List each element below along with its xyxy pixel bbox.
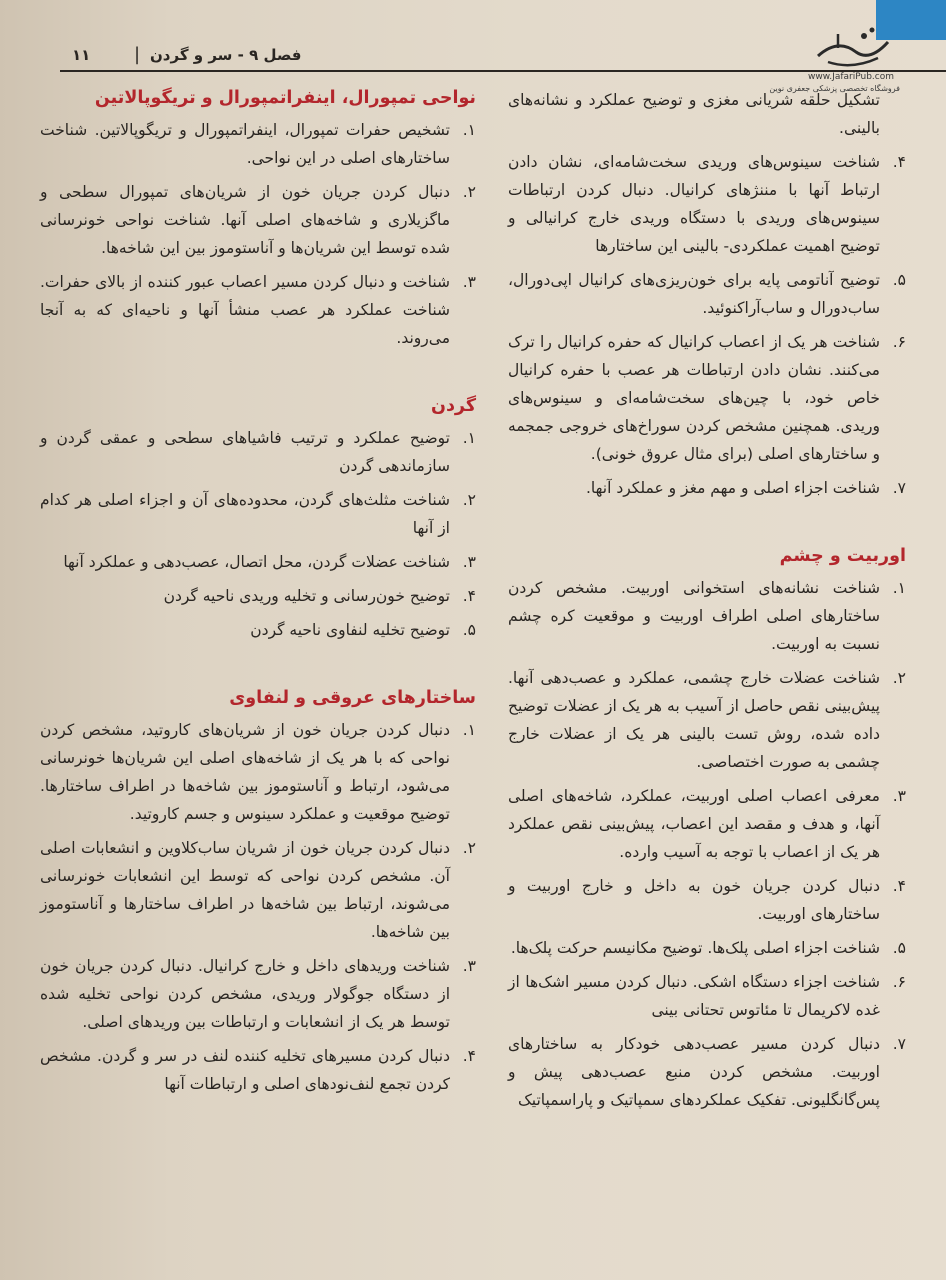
publisher-url: www.JafariPub.com [808,72,894,82]
item-number: ۲. [462,491,476,509]
item-number: ۷. [892,479,906,497]
list-item [40,616,476,644]
item-text: شناخت وریدهای داخل و خارج کرانیال. دنبال کردن جریان خون از دستگاه جوگولار وریدی، مشخص کردن نواحی تخلیه شده توسط هر یک از انشعابات و ارتباطات بین وریدهای اصلی. [40,957,450,1031]
item-number: ۱. [462,721,476,739]
item-number: ۶. [892,973,906,991]
list-item [508,934,906,962]
item-number: ۲. [462,839,476,857]
list-item [508,872,906,928]
item-text: دنبال کردن مسیر عصب‌دهی خودکار به ساختارهای اوربیت. مشخص کردن منبع عصب‌دهی پیش و پس‌گانگلیونی. تفکیک عملکردهای سمپاتیک و پاراسمپاتیک [508,1035,880,1109]
list-item [508,474,906,502]
item-number: ۵. [462,621,476,639]
list-item [508,574,906,658]
list-item [40,424,476,480]
item-number: ۱. [462,121,476,139]
item-number: ۱. [462,429,476,447]
item-text: شناخت هر یک از اعصاب کرانیال که حفره کرانیال را ترک می‌کنند. نشان دادن ارتباطات هر عصب با حفره کرانیال خاص خود، با چین‌های سخت‌شامه‌ای و سینوس‌های وریدی. همچنین مشخص کردن سوراخ‌های خروجی جمجمه و ساختارهای اصلی (برای مثال عروق خونی). [508,333,880,463]
item-text: توضیح عملکرد و ترتیب فاشیاهای سطحی و عمقی گردن و سازماندهی گردن [40,429,450,475]
item-text: شناخت نشانه‌های استخوانی اوربیت. مشخص کردن ساختارهای اصلی اطراف اوربیت و موقعیت کره چشم نسبت به اوربیت. [508,579,880,653]
list-item [40,582,476,610]
item-number: ۶. [892,333,906,351]
item-text: شناخت اجزاء اصلی و مهم مغز و عملکرد آنها. [586,479,880,497]
item-number: ۳. [462,553,476,571]
item-text: توضیح تخلیه لنفاوی ناحیه گردن [250,621,450,639]
item-number: ۲. [892,669,906,687]
item-text: معرفی اعصاب اصلی اوربیت، عملکرد، شاخه‌های اصلی آنها، و هدف و مقصد این اعصاب، پیش‌بینی نقص عملکرد هر یک از اعصاب با توجه به آسیب وارده. [508,787,880,861]
item-number: ۴. [462,587,476,605]
list-item [508,664,906,776]
section-heading: گردن [431,396,476,416]
running-header [0,36,946,74]
item-number: ۵. [892,939,906,957]
page-number: ۱۱ [72,46,91,64]
item-text: تشخیص حفرات تمپورال، اینفراتمپورال و تریگوپالاتین. شناخت ساختارهای اصلی در این نواحی. [40,121,450,167]
list-item [40,116,476,172]
item-text: توضیح خون‌رسانی و تخلیه وریدی ناحیه گردن [163,587,450,605]
item-number: ۳. [462,273,476,291]
item-number: ۱. [892,579,906,597]
list-item [40,1042,476,1098]
publisher-caption: فروشگاه تخصصی پزشکی جعفری نوین [769,84,900,93]
item-list [40,116,476,352]
section-heading: ساختارهای عروقی و لنفاوی [229,688,476,708]
list-item [40,178,476,262]
list-item [40,268,476,352]
item-number: ۳. [462,957,476,975]
item-number: ۴. [462,1047,476,1065]
list-item [508,968,906,1024]
item-text: شناخت سینوس‌های وریدی سخت‌شامه‌ای، نشان دادن ارتباط آنها با مننژهای کرانیال. دنبال کردن ارتباطات سینوس‌های وریدی با دستگاه وریدی خارج کرانیالی و توضیح اهمیت عملکردی- بالینی این ساختارها [508,153,880,255]
header-separator: | [134,44,141,65]
item-text: شناخت مثلث‌های گردن، محدوده‌های آن و اجزاء اصلی هر کدام از آنها [40,491,450,537]
item-text: دنبال کردن جریان خون از شریان‌های کاروتید، مشخص کردن نواحی که با هر یک از شاخه‌های اصلی این شریان‌ها خونرسانی می‌شود، ارتباط و آناستوموز بین شاخه‌ها در اطراف ساختارها. توضیح موقعیت و عملکرد سینوس و جسم کاروتید. [40,721,450,823]
item-text: دنبال کردن جریان خون از شریان‌های تمپورال سطحی و ماگزیلاری و شاخه‌های اصلی آنها. شناخت نواحی خونرسانی شده توسط این شریان‌ها و آناستوموز بین این شاخه‌ها. [40,183,450,257]
item-list [508,148,906,502]
item-list [508,574,906,1114]
item-number: ۵. [892,271,906,289]
right-column [508,86,906,1120]
item-number: ۴. [892,877,906,895]
item-text: شناخت عضلات خارج چشمی، عملکرد و عصب‌دهی آنها. پیش‌بینی نقص حاصل از آسیب به هر یک از عضلات توضیح داده شده، روش تست بالینی هر یک از عضلات خارج چشمی به صورت اختصاصی. [508,669,880,771]
item-text: شناخت اجزاء اصلی پلک‌ها. توضیح مکانیسم حرکت پلک‌ها. [510,939,880,957]
list-item [40,716,476,828]
item-number: ۲. [462,183,476,201]
list-item [508,782,906,866]
item-text: شناخت و دنبال کردن مسیر اعصاب عبور کننده از بالای حفرات. شناخت عملکرد هر عصب منشأ آنها و ناحیه‌ای که به آنجا می‌روند. [40,273,450,347]
list-item [40,952,476,1036]
list-item [508,148,906,260]
list-item [508,266,906,322]
item-text: توضیح آناتومی پایه برای خون‌ریزی‌های کرانیال اپی‌دورال، ساب‌دورال و ساب‌آراکنوئید. [508,271,880,317]
item-number: ۳. [892,787,906,805]
section-heading: نواحی تمپورال، اینفراتمپورال و تریگوپالاتین [94,88,476,108]
item-number: ۴. [892,153,906,171]
item-text: شناخت عضلات گردن، محل اتصال، عصب‌دهی و عملکرد آنها [63,553,450,571]
item-list [40,716,476,1098]
list-item [508,1030,906,1114]
section-heading: اوربیت و چشم [779,546,906,566]
list-item [40,834,476,946]
chapter-title: فصل ۹ - سر و گردن [150,46,302,64]
item-text: دنبال کردن جریان خون به داخل و خارج اوربیت و ساختارهای اوربیت. [508,877,880,923]
item-text: دنبال کردن مسیرهای تخلیه کننده لنف در سر و گردن. مشخص کردن تجمع لنف‌نودهای اصلی و ارتباطات آنها [40,1047,450,1093]
item-text: شناخت اجزاء دستگاه اشکی. دنبال کردن مسیر اشک‌ها از غده لاکریمال تا مئاتوس تحتانی بینی [508,973,880,1019]
list-item [508,328,906,468]
item-list [40,424,476,644]
item-text: دنبال کردن جریان خون از شریان ساب‌کلاوین و انشعابات اصلی آن. مشخص کردن نواحی که توسط این انشعابات خونرسانی می‌شوند، ارتباط بین شاخه‌ها در اطراف ساختارها و آناستوموز بین شاخه‌ها. [40,839,450,941]
item-number: ۷. [892,1035,906,1053]
continued-text: تشکیل حلقه شریانی مغزی و توضیح عملکرد و نشانه‌های بالینی. [508,91,880,137]
list-item [40,548,476,576]
publisher-logo-icon [808,18,898,78]
left-column [40,84,476,1104]
list-item [40,486,476,542]
